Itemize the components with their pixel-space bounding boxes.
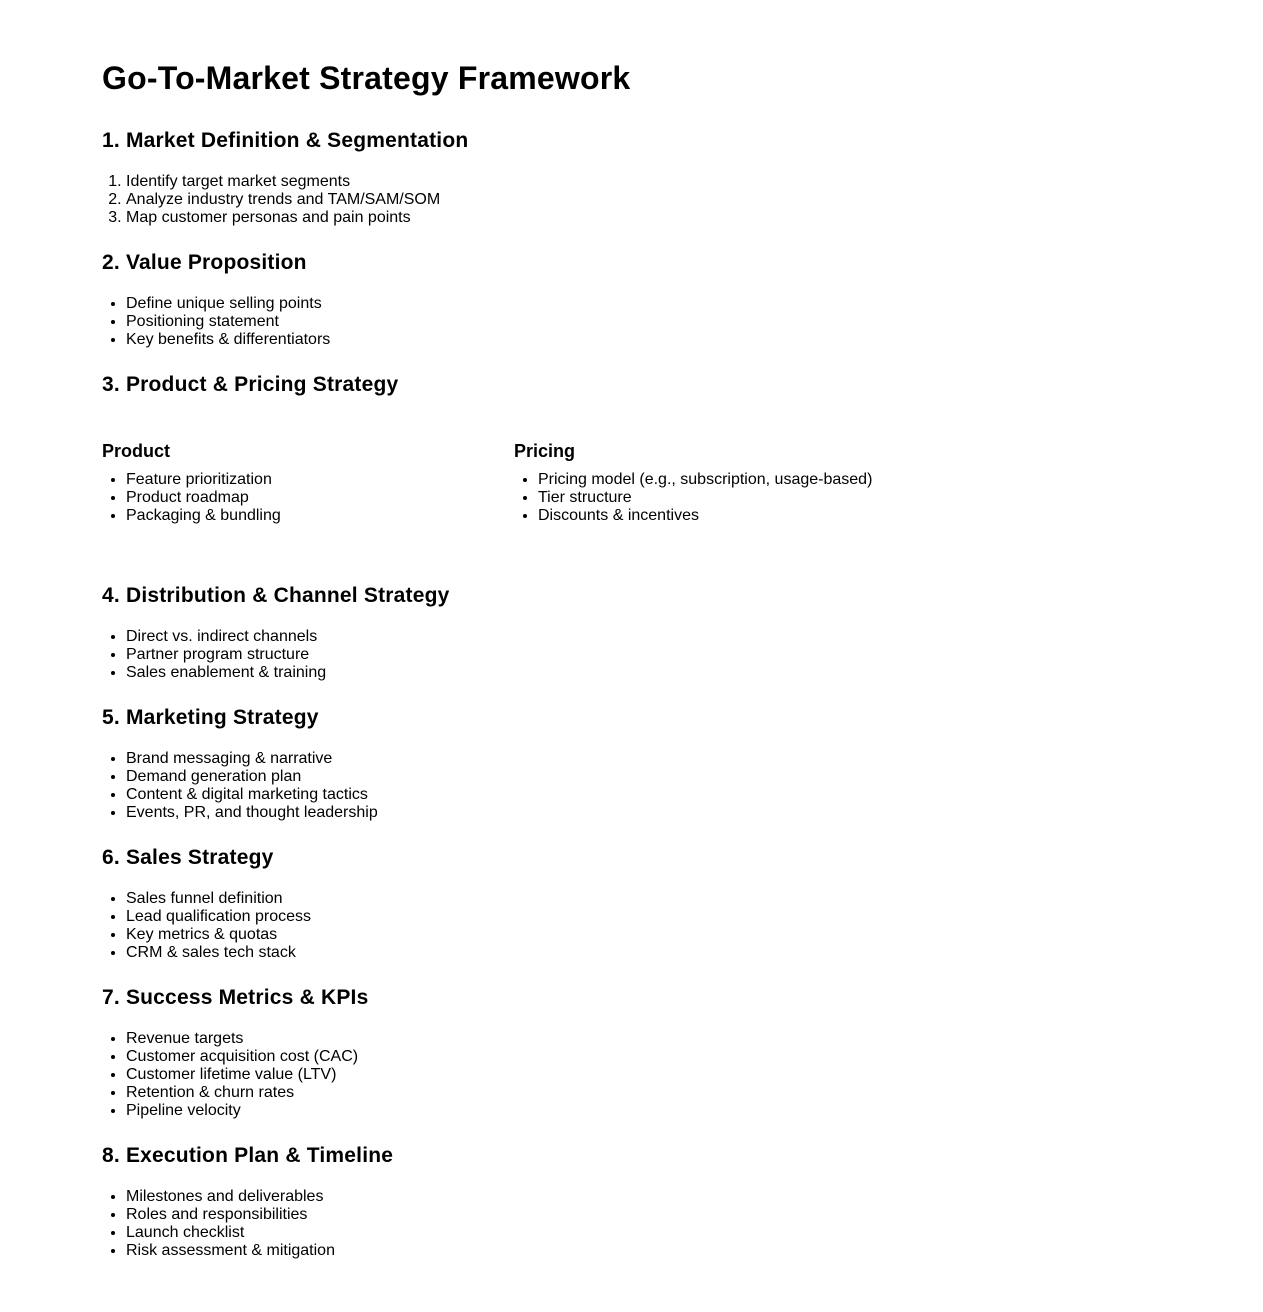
section-heading: 5. Marketing Strategy xyxy=(102,706,319,729)
section-heading: 8. Execution Plan & Timeline xyxy=(102,1144,394,1167)
pricing-column xyxy=(514,440,872,525)
list-item: • Product roadmap xyxy=(126,489,281,507)
list-item: 1. Identify target market segments xyxy=(126,173,468,191)
list-item: • Discounts & incentives xyxy=(538,507,872,525)
list-item: • Content & digital marketing tactics xyxy=(126,786,378,804)
section-heading: 2. Value Proposition xyxy=(102,251,307,274)
bullet-list xyxy=(102,295,330,349)
document-header xyxy=(102,58,630,98)
section-heading: 4. Distribution & Channel Strategy xyxy=(102,584,450,607)
section-market-definition xyxy=(102,128,468,227)
section-marketing-strategy xyxy=(102,705,378,822)
list-item: • Pipeline velocity xyxy=(126,1102,368,1120)
list-item: • Positioning statement xyxy=(126,313,330,331)
list-item: 2. Analyze industry trends and TAM/SAM/SOM xyxy=(126,191,468,209)
subsection-heading-product: Product xyxy=(102,441,171,461)
list-item: • Feature prioritization xyxy=(126,471,281,489)
section-execution-plan xyxy=(102,1143,393,1260)
bullet-list xyxy=(102,890,311,962)
bullet-list xyxy=(102,750,378,822)
list-item: • CRM & sales tech stack xyxy=(126,944,311,962)
list-item: • Lead qualification process xyxy=(126,908,311,926)
list-item: • Customer acquisition cost (CAC) xyxy=(126,1048,368,1066)
list-item: • Roles and responsibilities xyxy=(126,1206,393,1224)
bullet-list xyxy=(102,628,450,682)
list-item: • Define unique selling points xyxy=(126,295,330,313)
section-heading: 6. Sales Strategy xyxy=(102,846,274,869)
bullet-list xyxy=(102,471,281,525)
section-heading: 1. Market Definition & Segmentation xyxy=(102,129,469,152)
section-sales-strategy xyxy=(102,845,311,962)
numbered-list xyxy=(102,173,468,227)
list-item: • Milestones and deliverables xyxy=(126,1188,393,1206)
section-value-proposition xyxy=(102,250,330,349)
list-item: • Events, PR, and thought leadership xyxy=(126,804,378,822)
section-product-pricing xyxy=(102,372,398,398)
list-item: 3. Map customer personas and pain points xyxy=(126,209,468,227)
list-item: • Revenue targets xyxy=(126,1030,368,1048)
list-item: • Direct vs. indirect channels xyxy=(126,628,450,646)
product-column xyxy=(102,440,281,525)
list-item: • Sales funnel definition xyxy=(126,890,311,908)
section-success-metrics xyxy=(102,985,368,1120)
section-distribution-channel xyxy=(102,583,450,682)
list-item: • Demand generation plan xyxy=(126,768,378,786)
list-item: • Key metrics & quotas xyxy=(126,926,311,944)
section-heading: 3. Product & Pricing Strategy xyxy=(102,373,399,396)
list-item: • Pricing model (e.g., subscription, usage-based) xyxy=(538,471,872,489)
list-item: • Key benefits & differentiators xyxy=(126,331,330,349)
list-item: • Brand messaging & narrative xyxy=(126,750,378,768)
list-item: • Partner program structure xyxy=(126,646,450,664)
bullet-list xyxy=(514,471,872,525)
list-item: • Risk assessment & mitigation xyxy=(126,1242,393,1260)
bullet-list xyxy=(102,1188,393,1260)
list-item: • Retention & churn rates xyxy=(126,1084,368,1102)
list-item: • Tier structure xyxy=(538,489,872,507)
page-title: Go-To-Market Strategy Framework xyxy=(102,60,631,96)
list-item: • Launch checklist xyxy=(126,1224,393,1242)
section-heading: 7. Success Metrics & KPIs xyxy=(102,986,369,1009)
list-item: • Packaging & bundling xyxy=(126,507,281,525)
bullet-list xyxy=(102,1030,368,1120)
subsection-heading-pricing: Pricing xyxy=(514,441,576,461)
list-item: • Customer lifetime value (LTV) xyxy=(126,1066,368,1084)
list-item: • Sales enablement & training xyxy=(126,664,450,682)
